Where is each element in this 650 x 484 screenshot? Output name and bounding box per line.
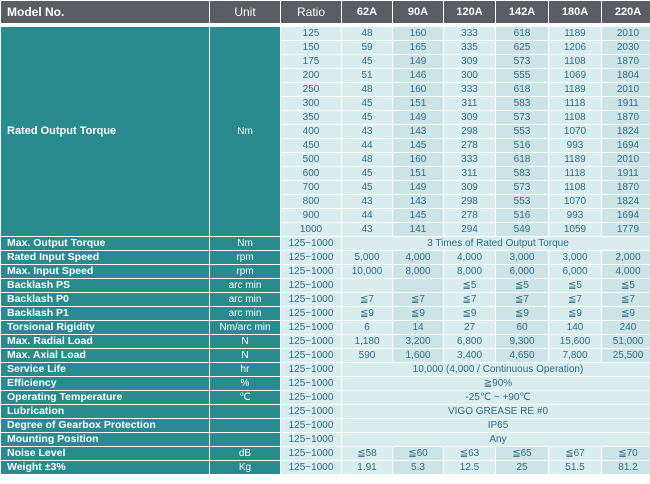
ratio-cell: 125~1000 xyxy=(281,419,341,432)
value-cell: 1118 xyxy=(549,97,601,110)
value-cell: ≦5 xyxy=(496,279,548,292)
value-cell: 4,000 xyxy=(444,251,495,264)
value-cell: 516 xyxy=(496,209,548,222)
value-cell: 3,000 xyxy=(549,251,601,264)
spec-row xyxy=(1,321,650,334)
value-cell: 553 xyxy=(496,195,548,208)
value-cell: 1059 xyxy=(549,223,601,236)
ratio-cell: 125~1000 xyxy=(281,321,341,334)
ratio-cell: 125~1000 xyxy=(281,349,341,362)
value-cell: 149 xyxy=(393,181,443,194)
value-cell: 1911 xyxy=(602,97,650,110)
spec-row xyxy=(1,447,650,460)
value-cell: 45 xyxy=(342,167,392,180)
spec-unit: rpm xyxy=(210,251,280,264)
value-cell: 2010 xyxy=(602,83,650,96)
spec-row xyxy=(1,377,650,390)
value-cell: ≦9 xyxy=(549,307,601,320)
value-cell: 8,000 xyxy=(393,265,443,278)
ratio-cell: 125~1000 xyxy=(281,447,341,460)
value-cell: 81.2 xyxy=(602,461,650,474)
value-cell: 333 xyxy=(444,27,495,40)
spec-row xyxy=(1,265,650,278)
spec-label: Max. Output Torque xyxy=(1,237,209,250)
value-cell: 3,200 xyxy=(393,335,443,348)
value-cell: 1108 xyxy=(549,111,601,124)
value-cell: 45 xyxy=(342,111,392,124)
value-cell: 45 xyxy=(342,55,392,68)
value-cell: 14 xyxy=(393,321,443,334)
value-cell: 309 xyxy=(444,181,495,194)
value-cell: 1,180 xyxy=(342,335,392,348)
value-cell: ≦67 xyxy=(549,447,601,460)
value-cell: 1189 xyxy=(549,153,601,166)
value-cell: 333 xyxy=(444,83,495,96)
value-cell: 6 xyxy=(342,321,392,334)
ratio-cell: 800 xyxy=(281,195,341,208)
spec-label: Max. Radial Load xyxy=(1,335,209,348)
spec-unit: Kg xyxy=(210,461,280,474)
ratio-cell: 700 xyxy=(281,181,341,194)
value-cell: 1694 xyxy=(602,139,650,152)
value-cell: 590 xyxy=(342,349,392,362)
value-cell: 43 xyxy=(342,125,392,138)
value-cell: 555 xyxy=(496,69,548,82)
value-cell: 311 xyxy=(444,167,495,180)
ratio-cell: 125~1000 xyxy=(281,377,341,390)
value-cell: 143 xyxy=(393,125,443,138)
value-cell: 1070 xyxy=(549,125,601,138)
value-cell: ≦60 xyxy=(393,447,443,460)
value-cell: 48 xyxy=(342,27,392,40)
spec-label: Mounting Position xyxy=(1,433,209,446)
value-cell: 240 xyxy=(602,321,650,334)
spec-label: Backlash P1 xyxy=(1,307,209,320)
value-cell: 160 xyxy=(393,27,443,40)
spec-row xyxy=(1,419,650,432)
value-cell: ≦9 xyxy=(393,307,443,320)
value-cell: 583 xyxy=(496,97,548,110)
header-model-120a: 120A xyxy=(444,1,495,26)
value-cell: 146 xyxy=(393,69,443,82)
value-cell: ≦9 xyxy=(602,307,650,320)
value-cell: 45 xyxy=(342,97,392,110)
value-cell: ≦65 xyxy=(496,447,548,460)
value-cell: 8,000 xyxy=(444,265,495,278)
value-cell: 1911 xyxy=(602,167,650,180)
spec-row xyxy=(1,307,650,320)
spec-unit: rpm xyxy=(210,265,280,278)
value-cell: 48 xyxy=(342,83,392,96)
value-cell: 4,650 xyxy=(496,349,548,362)
value-cell: 573 xyxy=(496,111,548,124)
value-cell: 549 xyxy=(496,223,548,236)
value-cell: 12.5 xyxy=(444,461,495,474)
value-cell: 2,000 xyxy=(602,251,650,264)
value-cell: 1694 xyxy=(602,209,650,222)
header-model-142a: 142A xyxy=(496,1,548,26)
value-cell: 5.3 xyxy=(393,461,443,474)
value-cell: 311 xyxy=(444,97,495,110)
value-cell-span: Any xyxy=(342,433,650,446)
value-cell: 10,000 xyxy=(342,265,392,278)
spec-row xyxy=(1,391,650,404)
spec-label: Lubrication xyxy=(1,405,209,418)
ratio-cell: 125~1000 xyxy=(281,293,341,306)
ratio-cell: 250 xyxy=(281,83,341,96)
value-cell: 294 xyxy=(444,223,495,236)
spec-row xyxy=(1,363,650,376)
value-cell: 309 xyxy=(444,55,495,68)
ratio-cell: 300 xyxy=(281,97,341,110)
ratio-cell: 125~1000 xyxy=(281,433,341,446)
value-cell: 1779 xyxy=(602,223,650,236)
header-model-180a: 180A xyxy=(549,1,601,26)
spec-row xyxy=(1,335,650,348)
spec-row xyxy=(1,405,650,418)
ratio-cell: 150 xyxy=(281,41,341,54)
ratio-cell: 450 xyxy=(281,139,341,152)
value-cell: 1108 xyxy=(549,181,601,194)
value-cell: ≦9 xyxy=(444,307,495,320)
header-unit: Unit xyxy=(210,1,280,26)
value-cell: 278 xyxy=(444,209,495,222)
value-cell: 165 xyxy=(393,41,443,54)
spec-unit: % xyxy=(210,377,280,390)
value-cell: ≦9 xyxy=(496,307,548,320)
value-cell: 309 xyxy=(444,111,495,124)
value-cell: 48 xyxy=(342,153,392,166)
value-cell: 1118 xyxy=(549,167,601,180)
spec-unit: arc min xyxy=(210,279,280,292)
spec-unit: Nm/arc min xyxy=(210,321,280,334)
value-cell: ≦7 xyxy=(549,293,601,306)
spec-label: Rated Output Torque xyxy=(1,27,209,236)
spec-label: Backlash PS xyxy=(1,279,209,292)
value-cell: 625 xyxy=(496,41,548,54)
spec-label: Service Life xyxy=(1,363,209,376)
spec-unit: arc min xyxy=(210,307,280,320)
ratio-cell: 350 xyxy=(281,111,341,124)
value-cell: 9,300 xyxy=(496,335,548,348)
ratio-cell: 600 xyxy=(281,167,341,180)
value-cell xyxy=(393,279,443,292)
ratio-cell: 500 xyxy=(281,153,341,166)
value-cell: 141 xyxy=(393,223,443,236)
ratio-cell: 125~1000 xyxy=(281,237,341,250)
value-cell: 516 xyxy=(496,139,548,152)
spec-unit: Nm xyxy=(210,237,280,250)
spec-row xyxy=(1,237,650,250)
value-cell: ≦7 xyxy=(602,293,650,306)
ratio-cell: 125~1000 xyxy=(281,265,341,278)
value-cell: 993 xyxy=(549,139,601,152)
spec-unit: N xyxy=(210,349,280,362)
ratio-cell: 125 xyxy=(281,27,341,40)
spec-row xyxy=(1,279,650,292)
value-cell: 573 xyxy=(496,181,548,194)
value-cell-span: 3 Times of Rated Output Torque xyxy=(342,237,650,250)
value-cell: ≦7 xyxy=(393,293,443,306)
value-cell: 4,000 xyxy=(393,251,443,264)
value-cell: 1824 xyxy=(602,125,650,138)
value-cell: ≦5 xyxy=(444,279,495,292)
value-cell-span: ≧90% xyxy=(342,377,650,390)
value-cell: 3,000 xyxy=(496,251,548,264)
ratio-cell: 400 xyxy=(281,125,341,138)
value-cell: 1870 xyxy=(602,55,650,68)
ratio-cell: 900 xyxy=(281,209,341,222)
value-cell: ≦70 xyxy=(602,447,650,460)
value-cell-span: -25℃ ~ +90℃ xyxy=(342,391,650,404)
value-cell: 300 xyxy=(444,69,495,82)
value-cell: 145 xyxy=(393,139,443,152)
value-cell: 278 xyxy=(444,139,495,152)
spec-label: Degree of Gearbox Protection xyxy=(1,419,209,432)
value-cell: ≦7 xyxy=(342,293,392,306)
value-cell: 1189 xyxy=(549,27,601,40)
spec-label: Max. Axial Load xyxy=(1,349,209,362)
header-ratio: Ratio xyxy=(281,1,341,26)
value-cell: 993 xyxy=(549,209,601,222)
value-cell: 6,000 xyxy=(496,265,548,278)
value-cell: 3,400 xyxy=(444,349,495,362)
ratio-cell: 200 xyxy=(281,69,341,82)
value-cell: 143 xyxy=(393,195,443,208)
value-cell xyxy=(342,279,392,292)
header-model-220a: 220A xyxy=(602,1,650,26)
spec-unit: ℃ xyxy=(210,391,280,404)
spec-unit: hr xyxy=(210,363,280,376)
ratio-cell: 125~1000 xyxy=(281,363,341,376)
value-cell: 1870 xyxy=(602,181,650,194)
spec-row xyxy=(1,349,650,362)
spec-label: Efficiency xyxy=(1,377,209,390)
spec-unit xyxy=(210,433,280,446)
value-cell: 160 xyxy=(393,83,443,96)
ratio-cell: 125~1000 xyxy=(281,279,341,292)
value-cell: 149 xyxy=(393,55,443,68)
value-cell: 618 xyxy=(496,27,548,40)
value-cell: 618 xyxy=(496,83,548,96)
spec-row xyxy=(1,461,650,474)
spec-row xyxy=(1,293,650,306)
value-cell: 618 xyxy=(496,153,548,166)
value-cell: 1870 xyxy=(602,111,650,124)
value-cell: 151 xyxy=(393,167,443,180)
ratio-cell: 175 xyxy=(281,55,341,68)
value-cell: 4,000 xyxy=(602,265,650,278)
value-cell: 333 xyxy=(444,153,495,166)
value-cell: 298 xyxy=(444,125,495,138)
header-model-62a: 62A xyxy=(342,1,392,26)
spec-label: Operating Temperature xyxy=(1,391,209,404)
spec-unit: arc min xyxy=(210,293,280,306)
spec-unit: N xyxy=(210,335,280,348)
value-cell: 149 xyxy=(393,111,443,124)
spec-label: Noise Level xyxy=(1,447,209,460)
ratio-cell: 125~1000 xyxy=(281,251,341,264)
value-cell: 43 xyxy=(342,223,392,236)
spec-unit xyxy=(210,419,280,432)
spec-label: Max. Input Speed xyxy=(1,265,209,278)
ratio-cell: 125~1000 xyxy=(281,405,341,418)
value-cell: 44 xyxy=(342,139,392,152)
value-cell: 2010 xyxy=(602,27,650,40)
value-cell: 15,600 xyxy=(549,335,601,348)
value-cell: 2030 xyxy=(602,41,650,54)
value-cell: 51.5 xyxy=(549,461,601,474)
value-cell: 44 xyxy=(342,209,392,222)
value-cell: 60 xyxy=(496,321,548,334)
value-cell: 51 xyxy=(342,69,392,82)
value-cell: 298 xyxy=(444,195,495,208)
value-cell: 45 xyxy=(342,181,392,194)
value-cell-span: IP65 xyxy=(342,419,650,432)
value-cell: 1069 xyxy=(549,69,601,82)
spec-label: Torsional Rigidity xyxy=(1,321,209,334)
spec-unit: dB xyxy=(210,447,280,460)
header-row xyxy=(1,1,650,26)
value-cell: 5,000 xyxy=(342,251,392,264)
value-cell: 7,800 xyxy=(549,349,601,362)
value-cell: 160 xyxy=(393,153,443,166)
value-cell: 553 xyxy=(496,125,548,138)
value-cell-span: 10,000 (4,000 / Continuous Operation) xyxy=(342,363,650,376)
ratio-cell: 125~1000 xyxy=(281,307,341,320)
torque-row xyxy=(1,27,650,40)
value-cell: 1189 xyxy=(549,83,601,96)
value-cell: 1824 xyxy=(602,195,650,208)
value-cell: ≦7 xyxy=(444,293,495,306)
value-cell: 27 xyxy=(444,321,495,334)
value-cell: 145 xyxy=(393,209,443,222)
ratio-cell: 125~1000 xyxy=(281,335,341,348)
header-model-90a: 90A xyxy=(393,1,443,26)
ratio-cell: 125~1000 xyxy=(281,461,341,474)
spec-label: Backlash P0 xyxy=(1,293,209,306)
spec-unit: Nm xyxy=(210,27,280,236)
spec-label: Rated Input Speed xyxy=(1,251,209,264)
value-cell: 6,000 xyxy=(549,265,601,278)
ratio-cell: 1000 xyxy=(281,223,341,236)
value-cell: 151 xyxy=(393,97,443,110)
value-cell: 583 xyxy=(496,167,548,180)
value-cell: 2010 xyxy=(602,153,650,166)
spec-row xyxy=(1,251,650,264)
value-cell: ≦9 xyxy=(342,307,392,320)
value-cell: ≦5 xyxy=(549,279,601,292)
value-cell: 1,600 xyxy=(393,349,443,362)
ratio-cell: 125~1000 xyxy=(281,391,341,404)
value-cell: 1.91 xyxy=(342,461,392,474)
header-model: Model No. xyxy=(1,1,209,26)
value-cell: ≦7 xyxy=(496,293,548,306)
spec-label: Weight ±3% xyxy=(1,461,209,474)
value-cell: 1206 xyxy=(549,41,601,54)
value-cell: ≦5 xyxy=(602,279,650,292)
value-cell: 6,800 xyxy=(444,335,495,348)
spec-unit xyxy=(210,405,280,418)
value-cell: 59 xyxy=(342,41,392,54)
value-cell: 51,000 xyxy=(602,335,650,348)
value-cell: ≦63 xyxy=(444,447,495,460)
spec-row xyxy=(1,433,650,446)
value-cell-span: VIGO GREASE RE #0 xyxy=(342,405,650,418)
value-cell: ≦58 xyxy=(342,447,392,460)
value-cell: 25,500 xyxy=(602,349,650,362)
value-cell: 1108 xyxy=(549,55,601,68)
value-cell: 25 xyxy=(496,461,548,474)
value-cell: 335 xyxy=(444,41,495,54)
value-cell: 140 xyxy=(549,321,601,334)
value-cell: 1804 xyxy=(602,69,650,82)
value-cell: 43 xyxy=(342,195,392,208)
value-cell: 573 xyxy=(496,55,548,68)
value-cell: 1070 xyxy=(549,195,601,208)
